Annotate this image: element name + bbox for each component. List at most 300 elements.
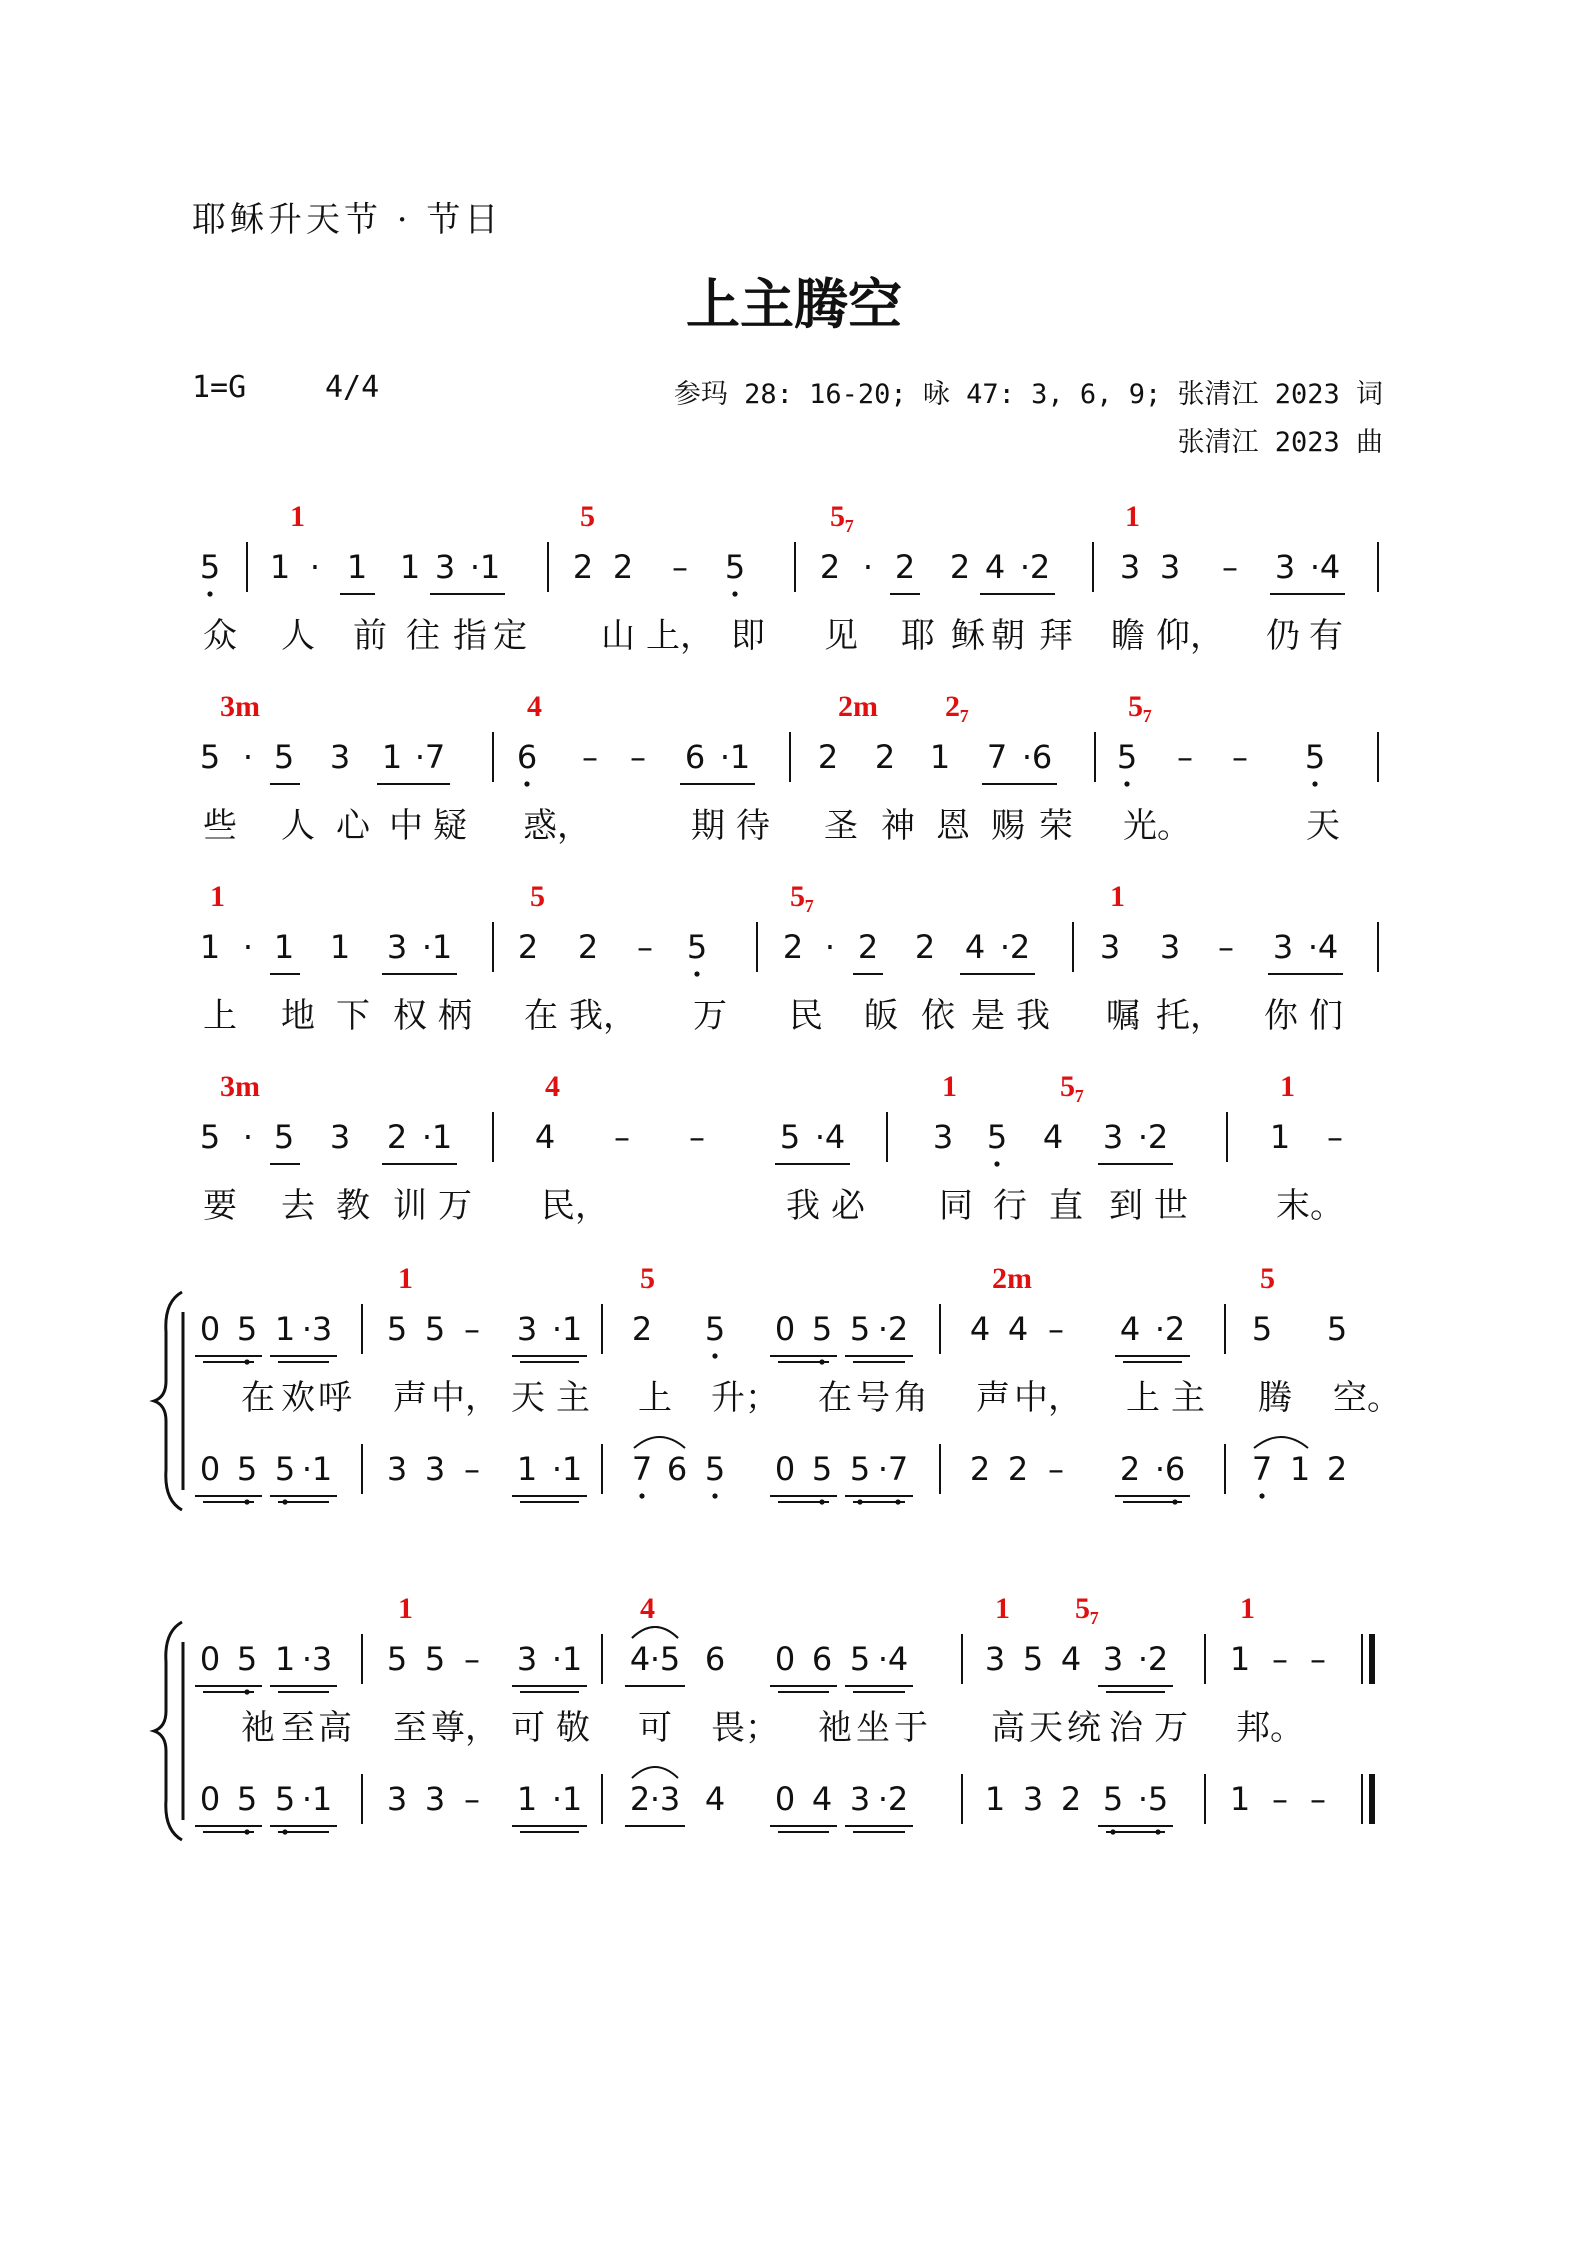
note-4: 4 bbox=[1119, 1310, 1141, 1348]
note-5: 5 bbox=[236, 1310, 258, 1348]
note-3: 3 bbox=[1119, 548, 1141, 586]
note-extension-dash: – bbox=[1272, 1780, 1288, 1818]
lyric-syllable: 行 bbox=[993, 1186, 1027, 1226]
note-2: 2 bbox=[817, 738, 839, 776]
system-brace bbox=[154, 1292, 182, 1510]
chord-symbol: 1 bbox=[398, 1262, 413, 1295]
note-4: 4 bbox=[534, 1118, 556, 1156]
lyric-syllable: 人 bbox=[281, 616, 315, 656]
note-1: 1 bbox=[329, 928, 351, 966]
note-2: 2 bbox=[894, 548, 916, 586]
time-signature: 4/4 bbox=[325, 370, 380, 405]
lyric-syllable: 前 bbox=[353, 616, 387, 656]
note-5: 5 bbox=[1102, 1780, 1124, 1818]
chord-symbol: 3m bbox=[220, 1070, 260, 1103]
lyric-syllable: 在 bbox=[818, 1378, 852, 1418]
music-credit: 张清江 2023 曲 bbox=[1177, 427, 1383, 458]
note-4: 4 bbox=[1007, 1310, 1029, 1348]
note-extension-dash: – bbox=[1048, 1450, 1064, 1488]
lyric-syllable: 万 bbox=[438, 1186, 472, 1226]
note-5: 5 bbox=[236, 1640, 258, 1678]
lyric-syllable: 腾 bbox=[1258, 1378, 1292, 1418]
lyric-syllable: 有 bbox=[1309, 616, 1343, 656]
note-5: 5 bbox=[686, 928, 708, 966]
note-5: 5 bbox=[986, 1118, 1008, 1156]
note-2: 2 bbox=[572, 548, 594, 586]
note-5: 5 bbox=[1251, 1310, 1273, 1348]
note-3: 3 bbox=[984, 1640, 1006, 1678]
note-extension-dash: – bbox=[464, 1450, 480, 1488]
lyric-syllable: 中， bbox=[431, 1378, 499, 1418]
chord-symbol: 2m bbox=[992, 1262, 1032, 1295]
lyric-syllable: 角 bbox=[894, 1378, 928, 1418]
note-4: 4 bbox=[984, 548, 1006, 586]
song-title: 上主腾空 bbox=[686, 273, 902, 336]
note-4: 4 bbox=[824, 1118, 846, 1156]
chord-symbol: 5₇ bbox=[1128, 690, 1152, 723]
lyric-syllable: 我 bbox=[786, 1186, 820, 1226]
note-5: 5 bbox=[704, 1450, 726, 1488]
lyric-syllable: 可 bbox=[638, 1708, 672, 1748]
chord-symbol: 1 bbox=[210, 880, 225, 913]
lyric-syllable: 们 bbox=[1309, 996, 1343, 1036]
note-extension-dash: – bbox=[1048, 1310, 1064, 1348]
dotted-rhythm-mark: · bbox=[649, 1640, 661, 1678]
note-2: 2 bbox=[1147, 1640, 1169, 1678]
note-0: 0 bbox=[199, 1450, 221, 1488]
note-3: 3 bbox=[386, 1450, 408, 1488]
note-5: 5 bbox=[424, 1310, 446, 1348]
note-3: 3 bbox=[1022, 1780, 1044, 1818]
dotted-rhythm-mark: · bbox=[1154, 1450, 1166, 1488]
chord-symbol: 1 bbox=[290, 500, 305, 533]
note-4: 4 bbox=[1042, 1118, 1064, 1156]
note-3: 3 bbox=[424, 1450, 446, 1488]
chord-symbol: 5 bbox=[640, 1262, 655, 1295]
low-octave-dot bbox=[994, 1161, 999, 1166]
note-2: 2 bbox=[517, 928, 539, 966]
note-1: 1 bbox=[1269, 1118, 1291, 1156]
dotted-rhythm-mark: · bbox=[421, 928, 433, 966]
note-2: 2 bbox=[782, 928, 804, 966]
dotted-rhythm-mark: · bbox=[1309, 548, 1321, 586]
note-1: 1 bbox=[516, 1780, 538, 1818]
note-3: 3 bbox=[1272, 928, 1294, 966]
note-3: 3 bbox=[1159, 928, 1181, 966]
lyric-syllable: 治 bbox=[1109, 1708, 1143, 1748]
lyric-syllable: 空。 bbox=[1333, 1378, 1401, 1418]
note-0: 0 bbox=[774, 1450, 796, 1488]
chord-symbol: 5₇ bbox=[1075, 1592, 1099, 1625]
dotted-rhythm-mark: · bbox=[242, 1118, 254, 1156]
dotted-rhythm-mark: · bbox=[862, 548, 874, 586]
note-1: 1 bbox=[273, 928, 295, 966]
note-4: 4 bbox=[1319, 548, 1341, 586]
lyric-syllable: 柄 bbox=[438, 996, 472, 1036]
chord-symbol: 1 bbox=[1110, 880, 1125, 913]
note-2: 2 bbox=[887, 1780, 909, 1818]
lyric-syllable: 权 bbox=[393, 996, 427, 1036]
lyric-syllable: 瞻 bbox=[1111, 616, 1145, 656]
note-1: 1 bbox=[479, 548, 501, 586]
lyric-syllable: 即 bbox=[731, 616, 765, 656]
note-extension-dash: – bbox=[1272, 1640, 1288, 1678]
note-5: 5 bbox=[274, 1780, 296, 1818]
note-5: 5 bbox=[1116, 738, 1138, 776]
note-6: 6 bbox=[666, 1450, 688, 1488]
dotted-rhythm-mark: · bbox=[877, 1780, 889, 1818]
note-extension-dash: – bbox=[464, 1310, 480, 1348]
note-1: 1 bbox=[199, 928, 221, 966]
lyric-syllable: 要 bbox=[203, 1186, 237, 1226]
note-0: 0 bbox=[199, 1640, 221, 1678]
note-2: 2 bbox=[1164, 1310, 1186, 1348]
note-5: 5 bbox=[386, 1310, 408, 1348]
lyric-syllable: 你 bbox=[1264, 996, 1298, 1036]
lyric-syllable: 末。 bbox=[1276, 1186, 1344, 1226]
lyric-syllable: 往 bbox=[406, 616, 440, 656]
note-2: 2 bbox=[914, 928, 936, 966]
note-5: 5 bbox=[811, 1310, 833, 1348]
lyric-syllable: 期 bbox=[691, 806, 725, 846]
note-4: 4 bbox=[964, 928, 986, 966]
note-5: 5 bbox=[424, 1640, 446, 1678]
dotted-rhythm-mark: · bbox=[242, 928, 254, 966]
low-octave-dot bbox=[712, 1353, 717, 1358]
note-4: 4 bbox=[704, 1780, 726, 1818]
note-extension-dash: – bbox=[1177, 738, 1193, 776]
lyric-syllable: 神 bbox=[881, 806, 915, 846]
low-octave-dot bbox=[1124, 781, 1129, 786]
note-5: 5 bbox=[273, 738, 295, 776]
dotted-rhythm-mark: · bbox=[551, 1310, 563, 1348]
note-3: 3 bbox=[311, 1640, 333, 1678]
dotted-rhythm-mark: · bbox=[551, 1640, 563, 1678]
note-2: 2 bbox=[1009, 928, 1031, 966]
chord-symbol: 1 bbox=[1280, 1070, 1295, 1103]
note-6: 6 bbox=[684, 738, 706, 776]
note-2: 2 bbox=[612, 548, 634, 586]
chord-symbol: 5₇ bbox=[830, 500, 854, 533]
lyric-syllable: 统 bbox=[1067, 1708, 1101, 1748]
note-1: 1 bbox=[399, 548, 421, 586]
note-extension-dash: – bbox=[464, 1780, 480, 1818]
lyric-syllable: 上 bbox=[638, 1378, 672, 1418]
note-4: 4 bbox=[1317, 928, 1339, 966]
low-octave-dot bbox=[712, 1493, 717, 1498]
note-2: 2 bbox=[386, 1118, 408, 1156]
note-2: 2 bbox=[1326, 1450, 1348, 1488]
note-3: 3 bbox=[1159, 548, 1181, 586]
lyric-syllable: 稣 bbox=[951, 616, 985, 656]
lyric-syllable: 些 bbox=[203, 806, 237, 846]
lyric-syllable: 祂 bbox=[241, 1708, 275, 1748]
lyric-syllable: 是 bbox=[971, 996, 1005, 1036]
lyric-syllable: 声 bbox=[393, 1378, 427, 1418]
lyric-syllable: 中 bbox=[389, 806, 423, 846]
lyric-syllable: 至 bbox=[281, 1708, 315, 1748]
note-4: 4 bbox=[887, 1640, 909, 1678]
chord-symbol: 4 bbox=[640, 1592, 655, 1625]
note-5: 5 bbox=[849, 1640, 871, 1678]
lyric-syllable: 可 bbox=[511, 1708, 545, 1748]
note-5: 5 bbox=[199, 1118, 221, 1156]
low-octave-dot bbox=[732, 591, 737, 596]
note-1: 1 bbox=[311, 1450, 333, 1488]
note-2: 2 bbox=[1007, 1450, 1029, 1488]
lyric-syllable: 人 bbox=[281, 806, 315, 846]
note-5: 5 bbox=[811, 1450, 833, 1488]
note-3: 3 bbox=[311, 1310, 333, 1348]
note-extension-dash: – bbox=[630, 738, 646, 776]
chord-symbol: 5 bbox=[1260, 1262, 1275, 1295]
note-3: 3 bbox=[424, 1780, 446, 1818]
note-2: 2 bbox=[819, 548, 841, 586]
note-2: 2 bbox=[969, 1450, 991, 1488]
lyric-syllable: 依 bbox=[921, 996, 955, 1036]
note-5: 5 bbox=[386, 1640, 408, 1678]
note-4: 4 bbox=[629, 1640, 651, 1678]
dotted-rhythm-mark: · bbox=[551, 1450, 563, 1488]
chord-symbol: 5 bbox=[530, 880, 545, 913]
dotted-rhythm-mark: · bbox=[877, 1310, 889, 1348]
note-3: 3 bbox=[329, 738, 351, 776]
lyric-syllable: 世 bbox=[1154, 1186, 1188, 1226]
low-octave-dot bbox=[207, 591, 212, 596]
chord-symbol: 5 bbox=[580, 500, 595, 533]
chord-symbol: 2₇ bbox=[945, 690, 969, 723]
lyric-syllable: 高 bbox=[318, 1708, 352, 1748]
note-1: 1 bbox=[561, 1450, 583, 1488]
dotted-rhythm-mark: · bbox=[414, 738, 426, 776]
lyric-syllable: 欢 bbox=[281, 1378, 315, 1418]
chord-symbol: 1 bbox=[398, 1592, 413, 1625]
note-3: 3 bbox=[849, 1780, 871, 1818]
dotted-rhythm-mark: · bbox=[1021, 738, 1033, 776]
low-octave-dot bbox=[1312, 781, 1317, 786]
dotted-rhythm-mark: · bbox=[649, 1780, 661, 1818]
note-0: 0 bbox=[199, 1310, 221, 1348]
lyric-syllable: 荣 bbox=[1039, 806, 1073, 846]
dotted-rhythm-mark: · bbox=[814, 1118, 826, 1156]
note-1: 1 bbox=[1289, 1450, 1311, 1488]
lyric-syllable: 于 bbox=[894, 1708, 928, 1748]
note-5: 5 bbox=[704, 1310, 726, 1348]
lyric-syllable: 坐 bbox=[856, 1708, 890, 1748]
note-2: 2 bbox=[949, 548, 971, 586]
dotted-rhythm-mark: · bbox=[999, 928, 1011, 966]
note-6: 6 bbox=[1164, 1450, 1186, 1488]
note-2: 2 bbox=[629, 1780, 651, 1818]
dotted-rhythm-mark: · bbox=[1307, 928, 1319, 966]
note-6: 6 bbox=[1031, 738, 1053, 776]
note-extension-dash: – bbox=[689, 1118, 705, 1156]
slur-tie bbox=[634, 1437, 685, 1448]
note-1: 1 bbox=[346, 548, 368, 586]
lyric-syllable: 万 bbox=[1154, 1708, 1188, 1748]
lyric-syllable: 在 bbox=[524, 996, 558, 1036]
lyric-syllable: 万 bbox=[693, 996, 727, 1036]
low-octave-dot bbox=[694, 971, 699, 976]
lyric-syllable: 朝 bbox=[991, 616, 1025, 656]
lyric-syllable: 耶 bbox=[901, 616, 935, 656]
lyric-syllable: 皈 bbox=[864, 996, 898, 1036]
lyric-syllable: 升； bbox=[711, 1378, 779, 1418]
lyric-syllable: 民， bbox=[541, 1186, 609, 1226]
lyric-syllable: 赐 bbox=[991, 806, 1025, 846]
slur-tie bbox=[632, 1767, 678, 1778]
note-4: 4 bbox=[969, 1310, 991, 1348]
lyric-syllable: 尊， bbox=[431, 1708, 499, 1748]
note-7: 7 bbox=[424, 738, 446, 776]
note-2: 2 bbox=[1119, 1450, 1141, 1488]
lyric-syllable: 到 bbox=[1109, 1186, 1143, 1226]
note-3: 3 bbox=[1274, 548, 1296, 586]
lyric-syllable: 祂 bbox=[818, 1708, 852, 1748]
note-1: 1 bbox=[929, 738, 951, 776]
dotted-rhythm-mark: · bbox=[301, 1780, 313, 1818]
low-octave-dot bbox=[524, 781, 529, 786]
note-1: 1 bbox=[1229, 1640, 1251, 1678]
lyric-syllable: 敬 bbox=[556, 1708, 590, 1748]
lyric-syllable: 教 bbox=[336, 1186, 370, 1226]
lyric-syllable: 民 bbox=[789, 996, 823, 1036]
note-1: 1 bbox=[274, 1310, 296, 1348]
lyric-syllable: 地 bbox=[281, 996, 315, 1036]
note-1: 1 bbox=[269, 548, 291, 586]
note-1: 1 bbox=[311, 1780, 333, 1818]
note-extension-dash: – bbox=[464, 1640, 480, 1678]
lyric-syllable: 心 bbox=[336, 806, 370, 846]
lyric-syllable: 拜 bbox=[1039, 616, 1073, 656]
chord-symbol: 1 bbox=[1240, 1592, 1255, 1625]
lyric-syllable: 下 bbox=[336, 996, 370, 1036]
note-extension-dash: – bbox=[1327, 1118, 1343, 1156]
note-5: 5 bbox=[199, 548, 221, 586]
lyric-syllable: 同 bbox=[939, 1186, 973, 1226]
note-0: 0 bbox=[774, 1310, 796, 1348]
note-1: 1 bbox=[1229, 1780, 1251, 1818]
low-octave-dot bbox=[639, 1493, 644, 1498]
note-5: 5 bbox=[1022, 1640, 1044, 1678]
lyric-syllable: 号 bbox=[856, 1378, 890, 1418]
lyric-syllable: 主 bbox=[556, 1378, 590, 1418]
note-1: 1 bbox=[561, 1310, 583, 1348]
note-6: 6 bbox=[516, 738, 538, 776]
note-3: 3 bbox=[932, 1118, 954, 1156]
note-5: 5 bbox=[1304, 738, 1326, 776]
note-1: 1 bbox=[516, 1450, 538, 1488]
key-signature: 1=G bbox=[192, 370, 247, 405]
note-3: 3 bbox=[434, 548, 456, 586]
chord-symbol: 5₇ bbox=[790, 880, 814, 913]
lyric-syllable: 待 bbox=[736, 806, 770, 846]
dotted-rhythm-mark: · bbox=[242, 738, 254, 776]
note-5: 5 bbox=[236, 1780, 258, 1818]
dotted-rhythm-mark: · bbox=[301, 1310, 313, 1348]
note-1: 1 bbox=[984, 1780, 1006, 1818]
note-3: 3 bbox=[516, 1310, 538, 1348]
lyric-syllable: 疑 bbox=[433, 806, 467, 846]
note-2: 2 bbox=[874, 738, 896, 776]
lyric-syllable: 天 bbox=[511, 1378, 545, 1418]
lyric-syllable: 见 bbox=[824, 616, 858, 656]
lyric-syllable: 训 bbox=[393, 1186, 427, 1226]
lyric-syllable: 呼 bbox=[318, 1378, 352, 1418]
note-3: 3 bbox=[1102, 1640, 1124, 1678]
dotted-rhythm-mark: · bbox=[421, 1118, 433, 1156]
note-5: 5 bbox=[659, 1640, 681, 1678]
lyric-syllable: 畏； bbox=[711, 1708, 779, 1748]
system-brace bbox=[154, 1622, 182, 1840]
dotted-rhythm-mark: · bbox=[301, 1450, 313, 1488]
note-5: 5 bbox=[849, 1450, 871, 1488]
lyric-syllable: 仰， bbox=[1156, 616, 1224, 656]
lyric-syllable: 惑， bbox=[523, 806, 591, 846]
chord-symbol: 4 bbox=[527, 690, 542, 723]
note-5: 5 bbox=[1326, 1310, 1348, 1348]
chord-symbol: 1 bbox=[1125, 500, 1140, 533]
chord-symbol: 2m bbox=[838, 690, 878, 723]
lyric-syllable: 至 bbox=[393, 1708, 427, 1748]
note-5: 5 bbox=[849, 1310, 871, 1348]
lyric-syllable: 直 bbox=[1049, 1186, 1083, 1226]
note-1: 1 bbox=[274, 1640, 296, 1678]
dotted-rhythm-mark: · bbox=[301, 1640, 313, 1678]
dotted-rhythm-mark: · bbox=[1154, 1310, 1166, 1348]
lyric-syllable: 邦。 bbox=[1236, 1708, 1304, 1748]
note-extension-dash: – bbox=[614, 1118, 630, 1156]
note-7: 7 bbox=[887, 1450, 909, 1488]
note-3: 3 bbox=[386, 928, 408, 966]
lyric-syllable: 山 bbox=[601, 616, 635, 656]
note-2: 2 bbox=[577, 928, 599, 966]
lyric-syllable: 恩 bbox=[936, 806, 970, 846]
dotted-rhythm-mark: · bbox=[309, 548, 321, 586]
low-octave-dot bbox=[1259, 1493, 1264, 1498]
lyric-syllable: 必 bbox=[831, 1186, 865, 1226]
lyric-syllable: 上 bbox=[203, 996, 237, 1036]
lyric-syllable: 声 bbox=[976, 1378, 1010, 1418]
dotted-rhythm-mark: · bbox=[551, 1780, 563, 1818]
lyric-syllable: 主 bbox=[1171, 1378, 1205, 1418]
dotted-rhythm-mark: · bbox=[1137, 1780, 1149, 1818]
lyric-syllable: 定 bbox=[493, 616, 527, 656]
slur-tie bbox=[632, 1627, 678, 1638]
category-label: 耶稣升天节 · 节日 bbox=[192, 200, 503, 240]
note-7: 7 bbox=[1251, 1450, 1273, 1488]
lyric-syllable: 圣 bbox=[824, 806, 858, 846]
note-3: 3 bbox=[1102, 1118, 1124, 1156]
note-4: 4 bbox=[1060, 1640, 1082, 1678]
note-5: 5 bbox=[236, 1450, 258, 1488]
note-7: 7 bbox=[986, 738, 1008, 776]
lyric-syllable: 上 bbox=[1126, 1378, 1160, 1418]
note-extension-dash: – bbox=[672, 548, 688, 586]
note-6: 6 bbox=[704, 1640, 726, 1678]
lyric-syllable: 众 bbox=[203, 616, 237, 656]
chord-symbol: 1 bbox=[942, 1070, 957, 1103]
note-3: 3 bbox=[386, 1780, 408, 1818]
note-0: 0 bbox=[774, 1780, 796, 1818]
note-extension-dash: – bbox=[1222, 548, 1238, 586]
lyric-syllable: 托， bbox=[1156, 996, 1224, 1036]
note-2: 2 bbox=[857, 928, 879, 966]
dotted-rhythm-mark: · bbox=[1019, 548, 1031, 586]
lyric-syllable: 天 bbox=[1029, 1708, 1063, 1748]
note-5: 5 bbox=[779, 1118, 801, 1156]
note-extension-dash: – bbox=[1310, 1640, 1326, 1678]
